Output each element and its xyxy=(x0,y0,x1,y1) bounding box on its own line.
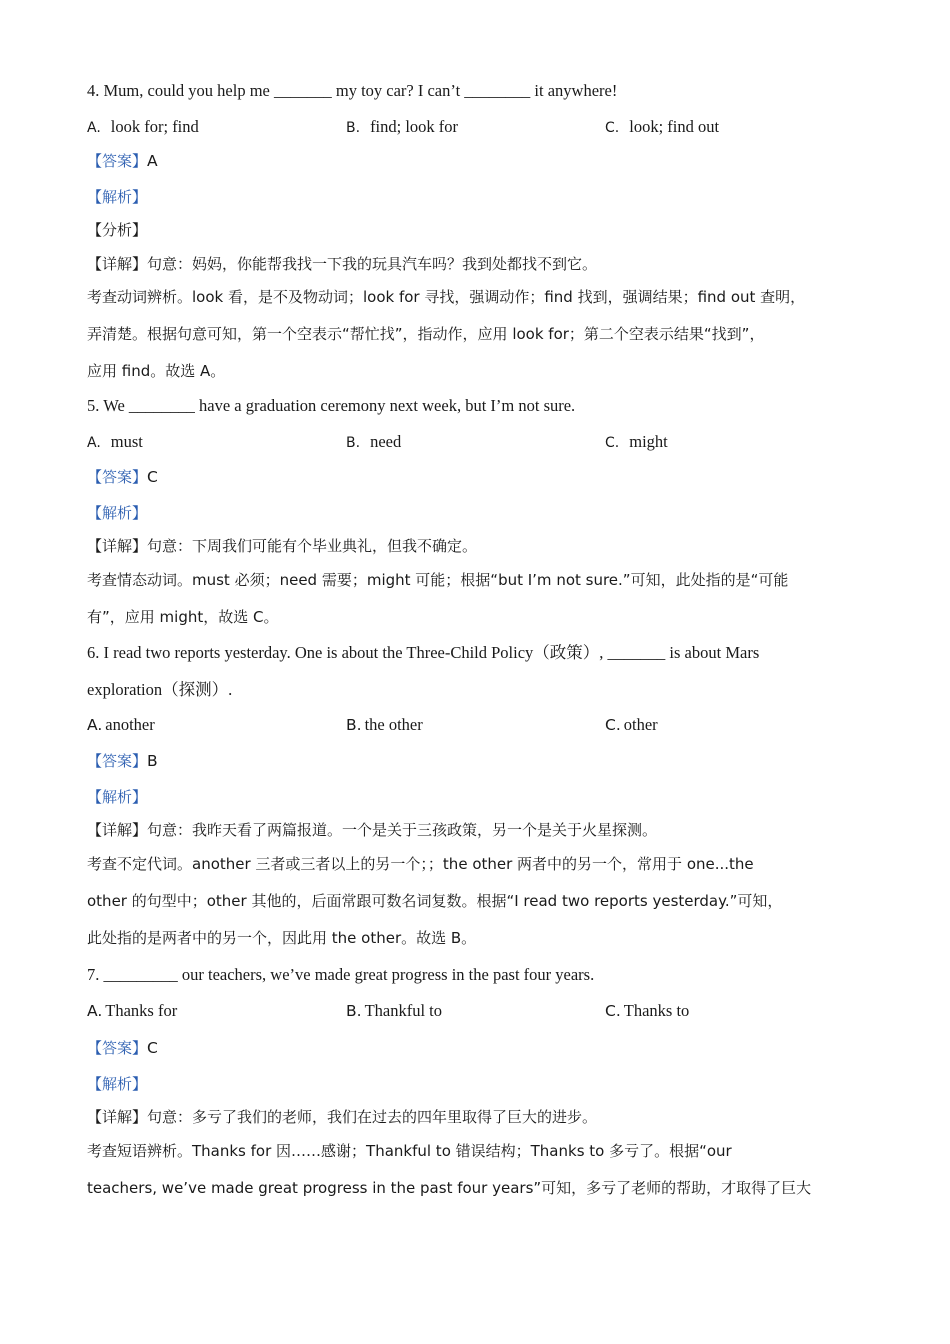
option-text: find; look for xyxy=(370,117,459,136)
answer-tag: 【答案】 xyxy=(87,468,148,486)
explanation-line: 考查情态动词。must 必须；need 需要；might 可能；根据“but I’m not sure.”可知，此处指的是“可能 xyxy=(87,571,789,589)
analysis-tag: 【解析】 xyxy=(87,1075,148,1093)
detail-text: 句意：多亏了我们的老师，我们在过去的四年里取得了巨大的进步。 xyxy=(147,1108,598,1126)
detail-line xyxy=(87,1106,597,1128)
option-letter: B. xyxy=(346,1002,362,1020)
question-6: 6. I read two reports yesterday. One is about the Three-Child Policy（政策）, _______ is about Mars xyxy=(87,643,760,662)
option-text: other xyxy=(623,715,658,734)
option-letter: A. xyxy=(87,120,101,136)
explanation-line: 考查短语辨析。Thanks for 因……感谢；Thankful to 错误结构；Thanks to 多亏了。根据“our xyxy=(87,1142,732,1160)
explanation-line: 应用 find。故选 A。 xyxy=(87,362,226,380)
explanation-line: 弄清楚。根据句意可知，第一个空表示“帮忙找”，指动作，应用 look for；第二个空表示结果“找到”， xyxy=(87,325,765,343)
option-c[interactable] xyxy=(605,1000,689,1022)
answer-line xyxy=(87,1037,158,1059)
option-c[interactable] xyxy=(605,116,719,139)
analysis-tag: 【解析】 xyxy=(87,788,148,806)
answer-line xyxy=(87,466,158,488)
option-text: Thankful to xyxy=(364,1001,443,1020)
answer-value: C xyxy=(147,1039,158,1057)
detail-tag: 【详解】 xyxy=(87,821,148,839)
answer-value: A xyxy=(147,152,158,170)
option-text: look for; find xyxy=(110,117,199,136)
option-text: the other xyxy=(364,715,423,734)
analysis-tag: 【解析】 xyxy=(87,188,148,206)
option-letter: C. xyxy=(605,120,620,136)
option-letter: B. xyxy=(346,120,361,136)
option-letter: A. xyxy=(87,1002,103,1020)
option-text: look; find out xyxy=(629,117,720,136)
option-letter: C. xyxy=(605,1002,621,1020)
explanation-line: teachers, we’ve made great progress in the past four years”可知，多亏了老师的帮助，才取得了巨大 xyxy=(87,1179,812,1197)
option-a[interactable] xyxy=(87,431,143,454)
option-text: must xyxy=(110,432,143,451)
detail-tag: 【详解】 xyxy=(87,255,148,273)
answer-tag: 【答案】 xyxy=(87,152,148,170)
option-b[interactable] xyxy=(346,1000,442,1022)
option-letter: B. xyxy=(346,435,361,451)
option-b[interactable] xyxy=(346,431,401,454)
question-5: 5. We ________ have a graduation ceremony next week, but I’m not sure. xyxy=(87,396,576,415)
detail-text: 句意：妈妈，你能帮我找一下我的玩具汽车吗？我到处都找不到它。 xyxy=(147,255,598,273)
explanation-line: 有”，应用 might，故选 C。 xyxy=(87,608,279,626)
option-text: need xyxy=(370,432,402,451)
detail-tag: 【详解】 xyxy=(87,1108,148,1126)
option-text: Thanks for xyxy=(105,1001,178,1020)
detail-line xyxy=(87,253,597,275)
option-b[interactable] xyxy=(346,714,423,736)
option-letter: C. xyxy=(605,435,620,451)
detail-line xyxy=(87,819,657,841)
explanation-line: 此处指的是两者中的另一个，因此用 the other。故选 B。 xyxy=(87,929,477,947)
answer-line xyxy=(87,150,158,172)
option-letter: A. xyxy=(87,435,101,451)
option-text: Thanks to xyxy=(623,1001,690,1020)
option-letter: B. xyxy=(346,716,362,734)
option-text: might xyxy=(629,432,668,451)
option-b[interactable] xyxy=(346,116,458,139)
question-7: 7. _________ our teachers, we’ve made great progress in the past four years. xyxy=(87,965,595,984)
question-6-continued: exploration（探测）. xyxy=(87,680,233,699)
option-c[interactable] xyxy=(605,431,668,454)
analysis-tag: 【解析】 xyxy=(87,504,148,522)
answer-line xyxy=(87,750,158,772)
option-a[interactable] xyxy=(87,714,155,736)
detail-line xyxy=(87,535,477,557)
option-c[interactable] xyxy=(605,714,658,736)
answer-value: C xyxy=(147,468,158,486)
explanation-line: other 的句型中；other 其他的，后面常跟可数名词复数。根据“I read two reports yesterday.”可知， xyxy=(87,892,783,910)
answer-tag: 【答案】 xyxy=(87,1039,148,1057)
detail-text: 句意：我昨天看了两篇报道。一个是关于三孩政策，另一个是关于火星探测。 xyxy=(147,821,658,839)
explanation-line: 考查不定代词。another 三者或三者以上的另一个；；the other 两者中的另一个，常用于 one...the xyxy=(87,855,754,873)
option-letter: C. xyxy=(605,716,621,734)
option-a[interactable] xyxy=(87,116,199,139)
question-4: 4. Mum, could you help me _______ my toy car? I can’t ________ it anywhere! xyxy=(87,81,618,100)
fenxi-tag: 【分析】 xyxy=(87,221,148,239)
option-a[interactable] xyxy=(87,1000,177,1022)
option-text: another xyxy=(105,715,155,734)
detail-text: 句意：下周我们可能有个毕业典礼，但我不确定。 xyxy=(147,537,478,555)
option-letter: A. xyxy=(87,716,103,734)
answer-tag: 【答案】 xyxy=(87,752,148,770)
explanation-line: 考查动词辨析。look 看，是不及物动词；look for 寻找，强调动作；find 找到，强调结果；find out 查明， xyxy=(87,288,806,306)
answer-value: B xyxy=(147,752,158,770)
detail-tag: 【详解】 xyxy=(87,537,148,555)
